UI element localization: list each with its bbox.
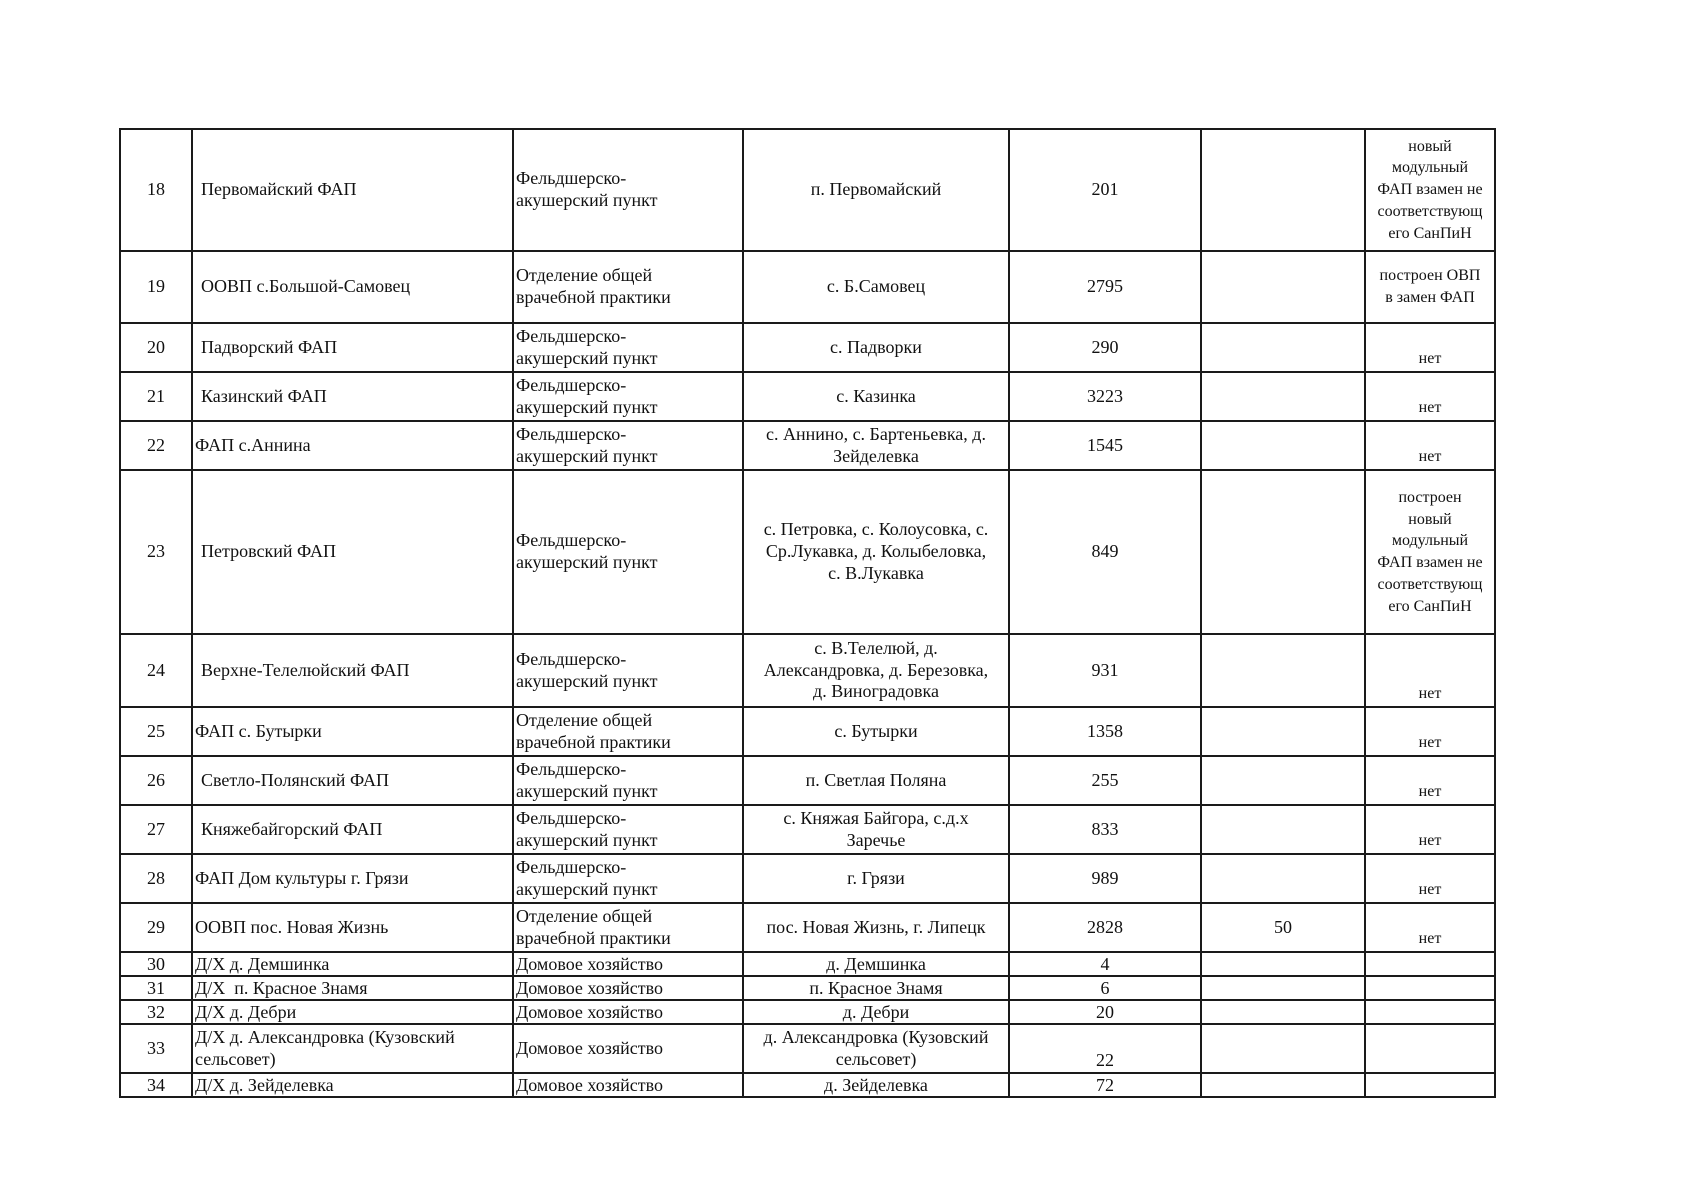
note: нет xyxy=(1365,323,1495,372)
note xyxy=(1365,1000,1495,1024)
note: нет xyxy=(1365,707,1495,756)
facility-type: Фельдшерско- акушерский пункт xyxy=(513,129,743,251)
facility-type: Домовое хозяйство xyxy=(513,1073,743,1097)
row-number: 28 xyxy=(120,854,192,903)
table-row xyxy=(120,805,1495,854)
beds xyxy=(1201,1073,1365,1097)
population: 6 xyxy=(1009,976,1201,1000)
population: 2795 xyxy=(1009,251,1201,323)
table-row xyxy=(120,903,1495,952)
note: нет xyxy=(1365,903,1495,952)
table-row xyxy=(120,323,1495,372)
row-number: 25 xyxy=(120,707,192,756)
facility-address: п. Светлая Поляна xyxy=(743,756,1009,805)
population: 1545 xyxy=(1009,421,1201,470)
facility-type: Фельдшерско- акушерский пункт xyxy=(513,854,743,903)
facility-name: ООВП пос. Новая Жизнь xyxy=(192,903,513,952)
facility-address: д. Демшинка xyxy=(743,952,1009,976)
note: построен ОВП в замен ФАП xyxy=(1365,251,1495,323)
population: 833 xyxy=(1009,805,1201,854)
facility-address: п. Красное Знамя xyxy=(743,976,1009,1000)
population: 4 xyxy=(1009,952,1201,976)
table-row xyxy=(120,1073,1495,1097)
population: 22 xyxy=(1009,1024,1201,1073)
facility-type: Фельдшерско- акушерский пункт xyxy=(513,421,743,470)
facility-address: с. Казинка xyxy=(743,372,1009,421)
facility-name: Д/Х п. Красное Знамя xyxy=(192,976,513,1000)
row-number: 31 xyxy=(120,976,192,1000)
row-number: 20 xyxy=(120,323,192,372)
facility-name: ФАП Дом культуры г. Грязи xyxy=(192,854,513,903)
facility-type: Домовое хозяйство xyxy=(513,1024,743,1073)
beds xyxy=(1201,1024,1365,1073)
facility-name: Княжебайгорский ФАП xyxy=(192,805,513,854)
facility-name: Падворский ФАП xyxy=(192,323,513,372)
beds xyxy=(1201,854,1365,903)
row-number: 34 xyxy=(120,1073,192,1097)
facility-type: Отделение общей врачебной практики xyxy=(513,903,743,952)
beds xyxy=(1201,634,1365,707)
note: новый модульный ФАП взамен не соответствующ его СанПиН xyxy=(1365,129,1495,251)
facility-address: с. В.Телелюй, д. Александровка, д. Березовка, д. Виноградовка xyxy=(743,634,1009,707)
beds xyxy=(1201,756,1365,805)
facility-name: ФАП с. Бутырки xyxy=(192,707,513,756)
population: 931 xyxy=(1009,634,1201,707)
facility-address: с. Б.Самовец xyxy=(743,251,1009,323)
facility-address: с. Петровка, с. Колоусовка, с. Ср.Лукавка, д. Колыбеловка, с. В.Лукавка xyxy=(743,470,1009,634)
beds xyxy=(1201,952,1365,976)
facility-name: Д/Х д. Дебри xyxy=(192,1000,513,1024)
table-row xyxy=(120,372,1495,421)
beds xyxy=(1201,129,1365,251)
facility-type: Фельдшерско- акушерский пункт xyxy=(513,372,743,421)
facility-type: Фельдшерско- акушерский пункт xyxy=(513,756,743,805)
row-number: 30 xyxy=(120,952,192,976)
facility-address: с. Аннино, с. Бартеньевка, д. Зейделевка xyxy=(743,421,1009,470)
table-row xyxy=(120,952,1495,976)
population: 2828 xyxy=(1009,903,1201,952)
row-number: 24 xyxy=(120,634,192,707)
facility-type: Домовое хозяйство xyxy=(513,952,743,976)
facility-address: пос. Новая Жизнь, г. Липецк xyxy=(743,903,1009,952)
beds xyxy=(1201,1000,1365,1024)
facility-name: Казинский ФАП xyxy=(192,372,513,421)
facility-type: Домовое хозяйство xyxy=(513,976,743,1000)
facility-name: Д/Х д. Демшинка xyxy=(192,952,513,976)
table-row xyxy=(120,634,1495,707)
note: нет xyxy=(1365,805,1495,854)
facility-address: с. Падворки xyxy=(743,323,1009,372)
population: 255 xyxy=(1009,756,1201,805)
row-number: 26 xyxy=(120,756,192,805)
row-number: 33 xyxy=(120,1024,192,1073)
beds xyxy=(1201,707,1365,756)
beds xyxy=(1201,421,1365,470)
facility-type: Отделение общей врачебной практики xyxy=(513,251,743,323)
beds xyxy=(1201,976,1365,1000)
population: 3223 xyxy=(1009,372,1201,421)
row-number: 27 xyxy=(120,805,192,854)
facility-address: с. Бутырки xyxy=(743,707,1009,756)
population: 20 xyxy=(1009,1000,1201,1024)
row-number: 18 xyxy=(120,129,192,251)
facility-address: с. Княжая Байгора, с.д.х Заречье xyxy=(743,805,1009,854)
table-row xyxy=(120,251,1495,323)
table-row xyxy=(120,854,1495,903)
table-row xyxy=(120,1000,1495,1024)
table-row xyxy=(120,976,1495,1000)
note xyxy=(1365,1024,1495,1073)
note: нет xyxy=(1365,634,1495,707)
facility-address: д. Александровка (Кузовский сельсовет) xyxy=(743,1024,1009,1073)
beds xyxy=(1201,805,1365,854)
table-row xyxy=(120,421,1495,470)
population: 989 xyxy=(1009,854,1201,903)
facility-address: д. Дебри xyxy=(743,1000,1009,1024)
row-number: 21 xyxy=(120,372,192,421)
facility-type: Фельдшерско- акушерский пункт xyxy=(513,470,743,634)
facilities-table xyxy=(119,128,1496,1098)
note xyxy=(1365,952,1495,976)
population: 849 xyxy=(1009,470,1201,634)
table-row xyxy=(120,707,1495,756)
facility-name: ООВП с.Большой-Самовец xyxy=(192,251,513,323)
table-row xyxy=(120,470,1495,634)
table-row xyxy=(120,756,1495,805)
facility-name: Петровский ФАП xyxy=(192,470,513,634)
facility-name: ФАП с.Аннина xyxy=(192,421,513,470)
row-number: 32 xyxy=(120,1000,192,1024)
row-number: 22 xyxy=(120,421,192,470)
beds: 50 xyxy=(1201,903,1365,952)
note: нет xyxy=(1365,854,1495,903)
facility-name: Д/Х д. Зейделевка xyxy=(192,1073,513,1097)
beds xyxy=(1201,251,1365,323)
facility-name: Д/Х д. Александровка (Кузовский сельсовет) xyxy=(192,1024,513,1073)
row-number: 19 xyxy=(120,251,192,323)
facility-type: Фельдшерско- акушерский пункт xyxy=(513,323,743,372)
note: нет xyxy=(1365,372,1495,421)
population: 72 xyxy=(1009,1073,1201,1097)
beds xyxy=(1201,372,1365,421)
facility-name: Верхне-Телелюйский ФАП xyxy=(192,634,513,707)
table-row xyxy=(120,129,1495,251)
facility-address: г. Грязи xyxy=(743,854,1009,903)
note xyxy=(1365,976,1495,1000)
facility-name: Первомайский ФАП xyxy=(192,129,513,251)
facility-type: Фельдшерско- акушерский пункт xyxy=(513,805,743,854)
population: 201 xyxy=(1009,129,1201,251)
facility-name: Светло-Полянский ФАП xyxy=(192,756,513,805)
facility-type: Отделение общей врачебной практики xyxy=(513,707,743,756)
row-number: 29 xyxy=(120,903,192,952)
table-row xyxy=(120,1024,1495,1073)
note xyxy=(1365,1073,1495,1097)
facility-address: п. Первомайский xyxy=(743,129,1009,251)
row-number: 23 xyxy=(120,470,192,634)
note: построен новый модульный ФАП взамен не соответствующ его СанПиН xyxy=(1365,470,1495,634)
population: 290 xyxy=(1009,323,1201,372)
beds xyxy=(1201,323,1365,372)
population: 1358 xyxy=(1009,707,1201,756)
beds xyxy=(1201,470,1365,634)
note: нет xyxy=(1365,756,1495,805)
facility-type: Домовое хозяйство xyxy=(513,1000,743,1024)
note: нет xyxy=(1365,421,1495,470)
facility-type: Фельдшерско- акушерский пункт xyxy=(513,634,743,707)
facility-address: д. Зейделевка xyxy=(743,1073,1009,1097)
